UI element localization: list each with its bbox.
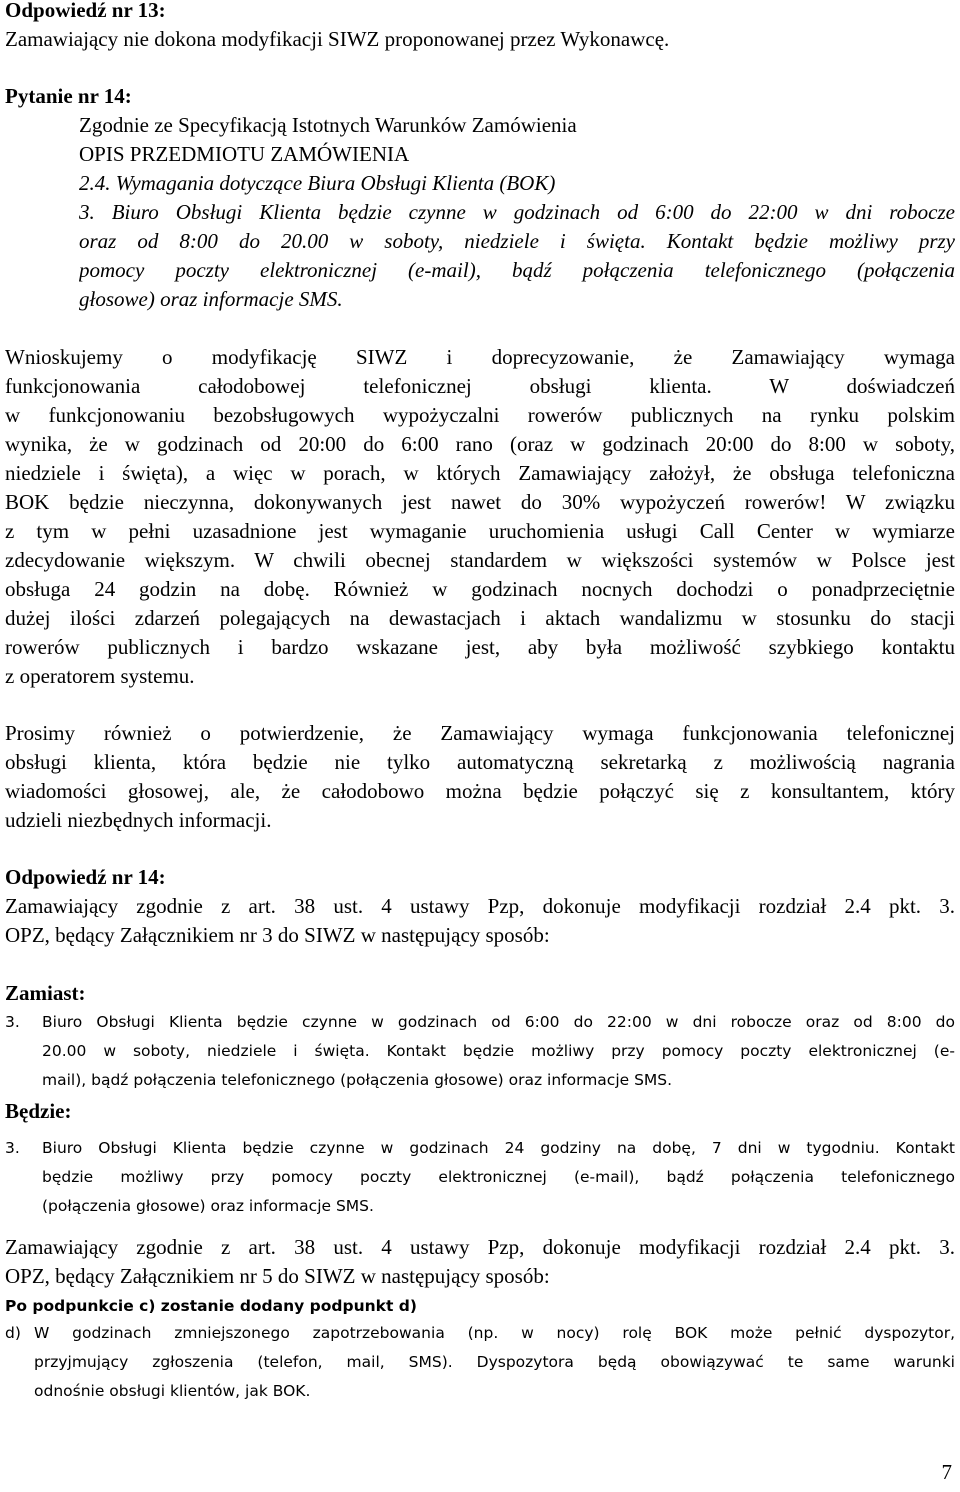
- paragraph-line: zdecydowanie większym. W chwili obecnej standardem w większości systemów w Polsce jest: [5, 548, 955, 572]
- question-14-heading-block: [5, 82, 955, 111]
- paragraph-line: z operatorem systemu.: [5, 664, 195, 688]
- answer-14-line: Zamawiający zgodnie z art. 38 ust. 4 ustawy Pzp, dokonuje modyfikacji rozdział 2.4 pkt. 3.: [5, 894, 955, 918]
- item-line: Biuro Obsługi Klienta będzie czynne w godzinach od 6:00 do 22:00 w dni robocze oraz od 8:00 do: [42, 1013, 955, 1031]
- item-line: przyjmujący zgłoszenia (telefon, mail, SMS). Dyspozytora będą obowiązywać te same warunki: [34, 1353, 955, 1371]
- quote-line-1: Zgodnie ze Specyfikacją Istotnych Warunków Zamówienia: [79, 113, 577, 137]
- question-14-heading: Pytanie nr 14:: [5, 84, 132, 108]
- bedzie-heading: Będzie:: [5, 1099, 72, 1123]
- paragraph-line: wynika, że w godzinach od 20:00 do 6:00 rano (oraz w godzinach 20:00 do 8:00 w soboty,: [5, 432, 955, 456]
- paragraph-line: z tym w pełni uzasadnione jest wymaganie uruchomienia usługi Call Center w wymiarze: [5, 519, 955, 543]
- quote-italic-line: 3. Biuro Obsługi Klienta będzie czynne w godzinach od 6:00 do 22:00 w dni robocze: [79, 200, 955, 224]
- item-line: mail), bądź połączenia telefonicznego (połączenia głosowe) oraz informacje SMS.: [42, 1071, 673, 1089]
- zamiast-heading-block: [5, 979, 955, 1008]
- quote-line-3: 2.4. Wymagania dotyczące Biura Obsługi Klienta (BOK): [79, 171, 556, 195]
- paragraph-line: obsługa 24 godzin na dobę. Również w godzinach nocnych dochodzi o ponadprzeciętnie: [5, 577, 955, 601]
- answer-13-section: [5, 0, 955, 54]
- question-14-quote: [79, 111, 955, 314]
- paragraph-line: w funkcjonowaniu bezobsługowych wypożyczalni rowerów publicznych na rynku polskim: [5, 403, 955, 427]
- paragraph-line: rowerów publicznych i bardzo wskazane jest, aby była możliwość szybkiego kontaktu: [5, 635, 955, 659]
- zamiast-heading: Zamiast:: [5, 981, 86, 1005]
- answer-14-line: OPZ, będący Załącznikiem nr 3 do SIWZ w następujący sposób:: [5, 923, 550, 947]
- paragraph-line: funkcjonowania całodobowej telefonicznej obsługi klienta. W doświadczeń: [5, 374, 955, 398]
- paragraph-line: dużej ilości zdarzeń polegających na dewastacjach i aktach wandalizmu w stosunku do stacji: [5, 606, 955, 630]
- item-line: (połączenia głosowe) oraz informacje SMS.: [42, 1197, 374, 1215]
- paragraph-line: Wnioskujemy o modyfikację SIWZ i doprecyzowanie, że Zamawiający wymaga: [5, 345, 955, 369]
- answer-13-heading: Odpowiedź nr 13:: [5, 0, 166, 22]
- paragraph-line: udzieli niezbędnych informacji.: [5, 808, 272, 832]
- paragraph-line: wiadomości głosowej, ale, że całodobowo można będzie połączyć się z konsultantem, który: [5, 779, 955, 803]
- item-line: W godzinach zmniejszonego zapotrzebowania (np. w nocy) rolę BOK może pełnić dyspozytor,: [34, 1324, 955, 1342]
- zamiast-item: [5, 1008, 955, 1095]
- zamiast-item-text: [42, 1008, 955, 1095]
- request-paragraph: [5, 343, 955, 691]
- answer-14-section: [5, 863, 955, 950]
- bedzie-item: [5, 1134, 955, 1221]
- subpoint-d-label: d): [5, 1324, 21, 1342]
- item-line: będzie możliwy przy pomocy poczty elektronicznej (e-mail), bądź połączenia telefonicznego: [42, 1168, 955, 1186]
- item-line: odnośnie obsługi klientów, jak BOK.: [34, 1382, 311, 1400]
- subpoint-d-item: [5, 1319, 955, 1406]
- quote-italic-line: pomocy poczty elektronicznej (e-mail), bądź połączenia telefonicznego (połączenia: [79, 258, 955, 282]
- page-number: 7: [941, 1460, 952, 1484]
- paragraph-line: BOK będzie nieczynna, dokonywanych jest nawet do 30% wypożyczeń rowerów! W związku: [5, 490, 955, 514]
- paragraph-line: niedziele i święta), a więc w porach, w których Zamawiający założył, że obsługa telefoniczna: [5, 461, 955, 485]
- zamiast-item-number: 3.: [5, 1013, 20, 1031]
- quote-italic-line: głosowe) oraz informacje SMS.: [79, 287, 343, 311]
- item-line: Biuro Obsługi Klienta będzie czynne w godzinach 24 godziny na dobę, 7 dni w tygodniu. Kontakt: [42, 1139, 955, 1157]
- answer-14b-section: [5, 1233, 955, 1291]
- paragraph-line: obsługi klienta, która będzie nie tylko automatyczną sekretarką z możliwością nagrania: [5, 750, 955, 774]
- answer-14b-line: OPZ, będący Załącznikiem nr 5 do SIWZ w następujący sposób:: [5, 1264, 550, 1288]
- quote-italic-line: oraz od 8:00 do 20.00 w soboty, niedziele i święta. Kontakt będzie możliwy przy: [79, 229, 955, 253]
- quote-line-2: OPIS PRZEDMIOTU ZAMÓWIENIA: [79, 142, 410, 166]
- bedzie-heading-block: [5, 1097, 955, 1126]
- item-line: 20.00 w soboty, niedziele i święta. Kontakt będzie możliwy przy pomocy poczty elektronicznej (e-: [42, 1042, 955, 1060]
- bedzie-item-text: [42, 1134, 955, 1221]
- answer-14b-line: Zamawiający zgodnie z art. 38 ust. 4 ustawy Pzp, dokonuje modyfikacji rozdział 2.4 pkt. 3.: [5, 1235, 955, 1259]
- subpoint-heading-block: [5, 1292, 955, 1321]
- answer-13-text: Zamawiający nie dokona modyfikacji SIWZ proponowanej przez Wykonawcę.: [5, 27, 670, 51]
- paragraph-line: Prosimy również o potwierdzenie, że Zamawiający wymaga funkcjonowania telefonicznej: [5, 721, 955, 745]
- subpoint-heading: Po podpunkcie c) zostanie dodany podpunkt d): [5, 1297, 417, 1315]
- confirmation-paragraph: [5, 719, 955, 835]
- answer-14-heading: Odpowiedź nr 14:: [5, 865, 166, 889]
- bedzie-item-number: 3.: [5, 1139, 20, 1157]
- subpoint-d-text: [34, 1319, 955, 1406]
